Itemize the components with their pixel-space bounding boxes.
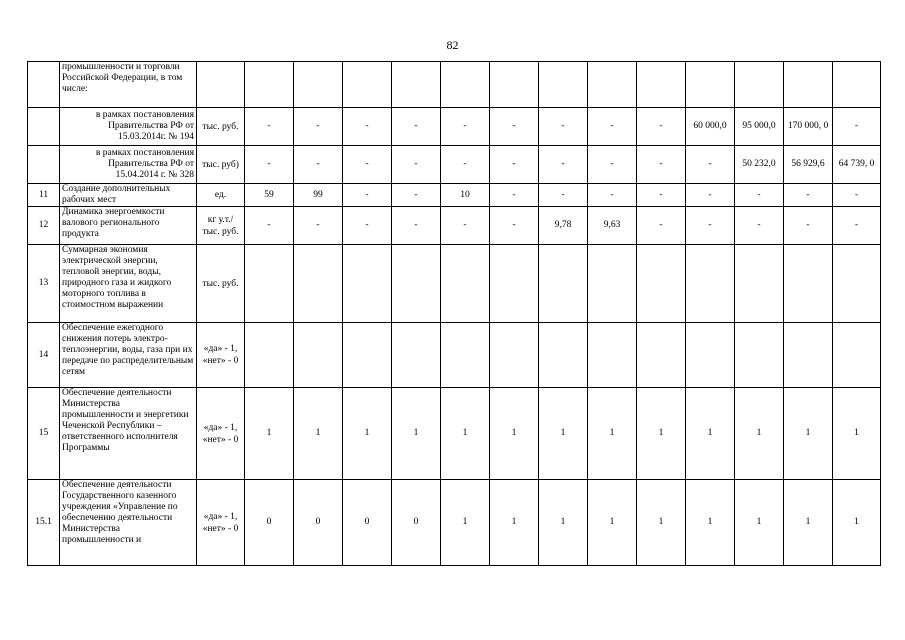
value-cell: - bbox=[343, 108, 392, 146]
unit-cell: «да» - 1, «нет» - 0 bbox=[197, 323, 245, 388]
value-cell bbox=[686, 323, 735, 388]
value-cell: - bbox=[294, 108, 343, 146]
indicator-name-cell: в рамках постановления Правительства РФ от 15.04.2014 г. № 328 bbox=[60, 146, 197, 184]
table-row bbox=[28, 323, 881, 388]
value-cell bbox=[441, 62, 490, 108]
table-row bbox=[28, 184, 881, 207]
value-cell bbox=[637, 245, 686, 323]
value-cell bbox=[686, 245, 735, 323]
row-number-cell: 15.1 bbox=[28, 480, 60, 566]
value-cell: 0 bbox=[294, 480, 343, 566]
value-cell: 1 bbox=[735, 388, 784, 480]
value-cell bbox=[343, 62, 392, 108]
row-number-cell: 12 bbox=[28, 207, 60, 245]
unit-cell: «да» - 1, «нет» - 0 bbox=[197, 480, 245, 566]
page-number: 82 bbox=[446, 38, 459, 52]
value-cell: - bbox=[833, 207, 881, 245]
value-cell bbox=[784, 245, 833, 323]
value-cell: - bbox=[441, 207, 490, 245]
value-cell bbox=[490, 245, 539, 323]
table-row bbox=[28, 146, 881, 184]
value-cell: - bbox=[637, 146, 686, 184]
value-cell: - bbox=[833, 184, 881, 207]
unit-cell: тыс. руб. bbox=[197, 108, 245, 146]
value-cell: - bbox=[392, 108, 441, 146]
value-cell: - bbox=[490, 108, 539, 146]
value-cell: - bbox=[784, 207, 833, 245]
table-row bbox=[28, 62, 881, 108]
value-cell: 1 bbox=[490, 388, 539, 480]
value-cell: - bbox=[637, 184, 686, 207]
value-cell bbox=[294, 323, 343, 388]
value-cell: - bbox=[539, 146, 588, 184]
row-number-cell bbox=[28, 108, 60, 146]
value-cell: 1 bbox=[539, 388, 588, 480]
value-cell: 99 bbox=[294, 184, 343, 207]
value-cell: - bbox=[735, 184, 784, 207]
value-cell: 10 bbox=[441, 184, 490, 207]
value-cell: 0 bbox=[343, 480, 392, 566]
value-cell: - bbox=[490, 184, 539, 207]
value-cell: 0 bbox=[392, 480, 441, 566]
value-cell: 95 000,0 bbox=[735, 108, 784, 146]
value-cell: 9,78 bbox=[539, 207, 588, 245]
value-cell: 1 bbox=[490, 480, 539, 566]
table-row bbox=[28, 108, 881, 146]
value-cell: 1 bbox=[833, 388, 881, 480]
value-cell: 1 bbox=[588, 480, 637, 566]
value-cell bbox=[539, 323, 588, 388]
indicator-name-cell: в рамках постановления Правительства РФ от 15.03.2014г. № 194 bbox=[60, 108, 197, 146]
row-number-cell: 13 bbox=[28, 245, 60, 323]
value-cell: 1 bbox=[686, 480, 735, 566]
value-cell: - bbox=[539, 108, 588, 146]
value-cell: 0 bbox=[245, 480, 294, 566]
value-cell: 1 bbox=[588, 388, 637, 480]
value-cell: - bbox=[686, 184, 735, 207]
value-cell bbox=[539, 62, 588, 108]
value-cell: 1 bbox=[245, 388, 294, 480]
value-cell bbox=[343, 323, 392, 388]
value-cell: 60 000,0 bbox=[686, 108, 735, 146]
value-cell bbox=[833, 245, 881, 323]
value-cell: - bbox=[343, 146, 392, 184]
value-cell bbox=[245, 245, 294, 323]
value-cell: 1 bbox=[637, 388, 686, 480]
value-cell bbox=[735, 323, 784, 388]
value-cell bbox=[833, 323, 881, 388]
value-cell: - bbox=[245, 146, 294, 184]
value-cell bbox=[588, 245, 637, 323]
value-cell bbox=[245, 323, 294, 388]
value-cell: - bbox=[588, 108, 637, 146]
value-cell bbox=[637, 323, 686, 388]
unit-cell: тыс. руб. bbox=[197, 245, 245, 323]
value-cell: - bbox=[392, 146, 441, 184]
value-cell bbox=[441, 323, 490, 388]
value-cell bbox=[392, 245, 441, 323]
value-cell bbox=[441, 245, 490, 323]
row-number-cell: 11 bbox=[28, 184, 60, 207]
row-number-cell bbox=[28, 146, 60, 184]
value-cell: - bbox=[441, 146, 490, 184]
value-cell: 59 bbox=[245, 184, 294, 207]
value-cell bbox=[735, 62, 784, 108]
indicator-name-cell: Суммарная экономия электрической энергии, тепловой энергии, воды, природного газа и жидкого моторного топлива в стоимостном выражении bbox=[60, 245, 197, 323]
value-cell: - bbox=[637, 108, 686, 146]
table-row bbox=[28, 207, 881, 245]
value-cell: 1 bbox=[784, 388, 833, 480]
value-cell: 64 739, 0 bbox=[833, 146, 881, 184]
value-cell: - bbox=[294, 146, 343, 184]
value-cell: - bbox=[392, 184, 441, 207]
value-cell: - bbox=[490, 146, 539, 184]
row-number-cell: 15 bbox=[28, 388, 60, 480]
value-cell: - bbox=[245, 108, 294, 146]
value-cell: - bbox=[588, 184, 637, 207]
value-cell: - bbox=[784, 184, 833, 207]
value-cell bbox=[294, 62, 343, 108]
value-cell: - bbox=[735, 207, 784, 245]
value-cell: 1 bbox=[539, 480, 588, 566]
value-cell bbox=[637, 62, 686, 108]
value-cell: 1 bbox=[735, 480, 784, 566]
value-cell: - bbox=[245, 207, 294, 245]
row-number-cell bbox=[28, 62, 60, 108]
value-cell bbox=[343, 245, 392, 323]
value-cell: - bbox=[833, 108, 881, 146]
unit-cell: «да» - 1, «нет» - 0 bbox=[197, 388, 245, 480]
indicator-name-cell: Создание дополнительных рабочих мест bbox=[60, 184, 197, 207]
value-cell: - bbox=[441, 108, 490, 146]
value-cell: - bbox=[343, 184, 392, 207]
value-cell: 56 929,6 bbox=[784, 146, 833, 184]
value-cell bbox=[294, 245, 343, 323]
value-cell: 1 bbox=[784, 480, 833, 566]
value-cell: 170 000, 0 bbox=[784, 108, 833, 146]
value-cell: - bbox=[686, 146, 735, 184]
value-cell: 1 bbox=[441, 388, 490, 480]
table-row bbox=[28, 388, 881, 480]
table-row bbox=[28, 245, 881, 323]
unit-cell: ед. bbox=[197, 184, 245, 207]
value-cell: 1 bbox=[392, 388, 441, 480]
value-cell: 1 bbox=[441, 480, 490, 566]
indicator-name-cell: Обеспечение ежегодного снижения потерь электро-теплоэнергии, воды, газа при их передаче по распределительным сетям bbox=[60, 323, 197, 388]
value-cell: - bbox=[392, 207, 441, 245]
indicator-name-cell: Обеспечение деятельности Государственного казенного учреждения «Управление по обеспечению деятельности Министерства промышленности и bbox=[60, 480, 197, 566]
value-cell bbox=[784, 62, 833, 108]
value-cell: - bbox=[686, 207, 735, 245]
value-cell: - bbox=[539, 184, 588, 207]
unit-cell bbox=[197, 62, 245, 108]
value-cell: - bbox=[343, 207, 392, 245]
value-cell bbox=[490, 62, 539, 108]
value-cell bbox=[784, 323, 833, 388]
value-cell: - bbox=[294, 207, 343, 245]
value-cell bbox=[392, 323, 441, 388]
indicators-table bbox=[27, 61, 881, 566]
value-cell: 1 bbox=[686, 388, 735, 480]
value-cell bbox=[686, 62, 735, 108]
row-number-cell: 14 bbox=[28, 323, 60, 388]
value-cell: 1 bbox=[637, 480, 686, 566]
value-cell bbox=[539, 245, 588, 323]
unit-cell: тыс. руб) bbox=[197, 146, 245, 184]
value-cell bbox=[245, 62, 294, 108]
value-cell bbox=[490, 323, 539, 388]
value-cell: - bbox=[490, 207, 539, 245]
value-cell bbox=[392, 62, 441, 108]
value-cell bbox=[735, 245, 784, 323]
value-cell: 50 232,0 bbox=[735, 146, 784, 184]
value-cell: - bbox=[588, 146, 637, 184]
indicator-name-cell: промышленности и торговли Российской Федерации, в том числе: bbox=[60, 62, 197, 108]
value-cell: 1 bbox=[833, 480, 881, 566]
value-cell bbox=[833, 62, 881, 108]
value-cell: - bbox=[637, 207, 686, 245]
value-cell: 1 bbox=[294, 388, 343, 480]
value-cell bbox=[588, 323, 637, 388]
value-cell: 1 bbox=[343, 388, 392, 480]
value-cell: 9,63 bbox=[588, 207, 637, 245]
table-row bbox=[28, 480, 881, 566]
indicator-name-cell: Обеспечение деятельности Министерства промышленности и энергетики Чеченской Республики – ответственного исполнителя Программы bbox=[60, 388, 197, 480]
value-cell bbox=[588, 62, 637, 108]
unit-cell: кг у.т./ тыс. руб. bbox=[197, 207, 245, 245]
indicator-name-cell: Динамика энергоемкости валового регионального продукта bbox=[60, 207, 197, 245]
